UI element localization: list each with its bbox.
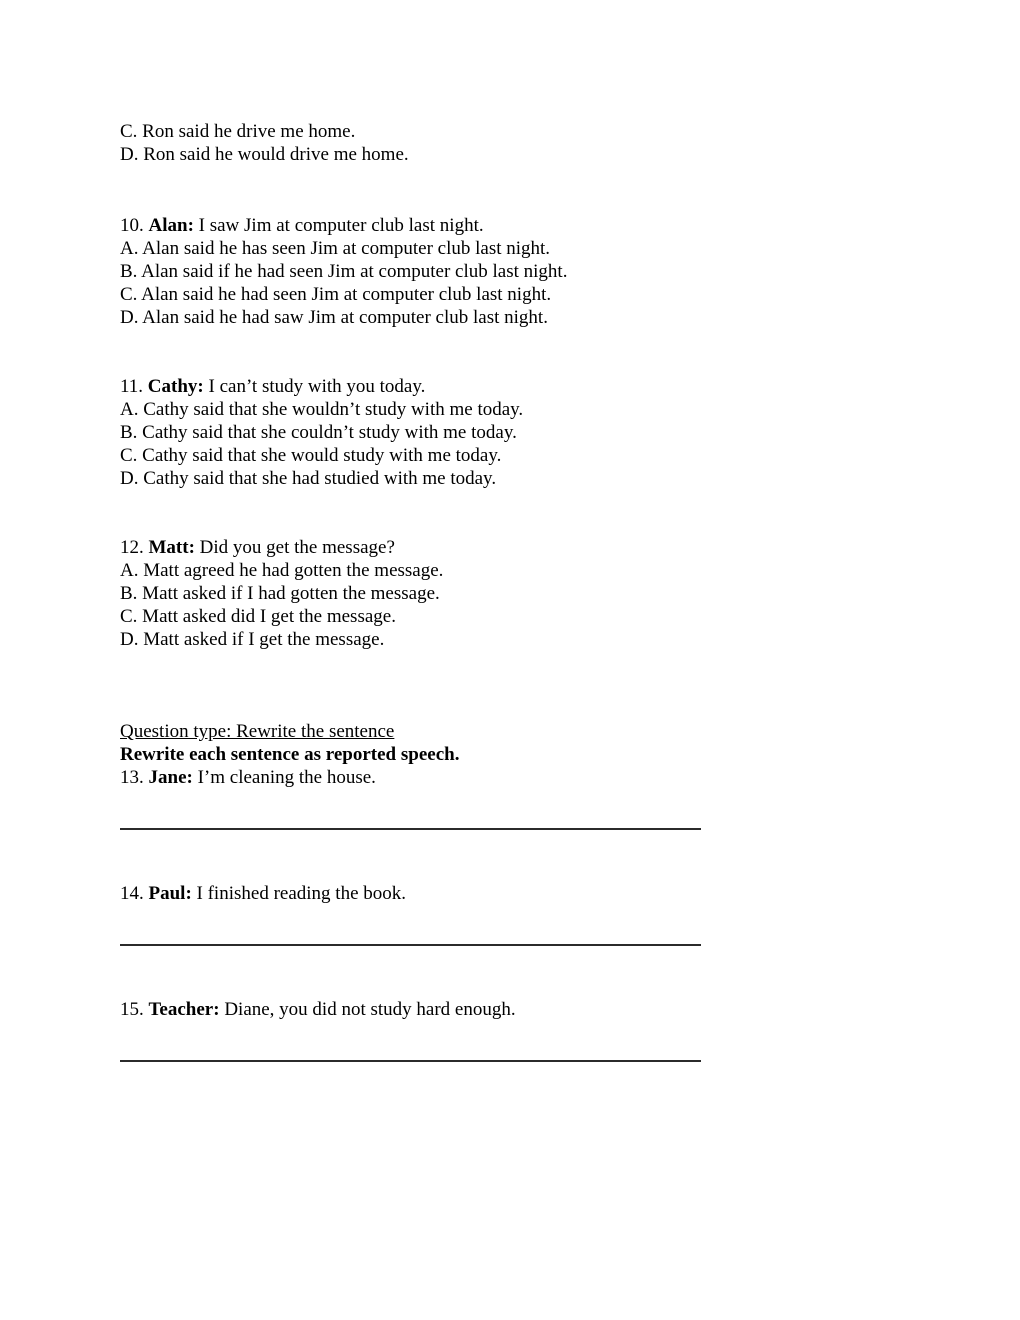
option-d: D. Alan said he had saw Jim at computer club last night. [120,307,548,328]
option-b: B. Matt asked if I had gotten the message. [120,583,440,604]
answer-line [120,944,701,946]
question-13-title [120,766,960,789]
option-d: D. Matt asked if I get the message. [120,629,385,650]
option-c: C. Matt asked did I get the message. [120,606,396,627]
section-instruction: Rewrite each sentence as reported speech. [120,744,460,765]
question-10-title [120,214,960,237]
question-11-title [120,375,960,398]
question-prompt: I finished reading the book. [196,883,407,904]
option-c: C. Cathy said that she would study with me today. [120,445,502,466]
question-9-remaining-options [120,120,960,166]
question-number: 11. [120,376,144,397]
speaker-name: Alan: [148,215,194,236]
question-15-title [120,998,960,1021]
question-prompt: Diane, you did not study hard enough. [224,999,516,1020]
option-a: A. Cathy said that she wouldn’t study with me today. [120,399,524,420]
speaker-name: Cathy: [147,376,204,397]
question-number: 12. [120,537,144,558]
section-heading: Question type: Rewrite the sentence [120,721,395,742]
option-c: C. Alan said he had seen Jim at computer club last night. [120,284,552,305]
question-15 [120,998,960,1062]
question-prompt: I can’t study with you today. [208,376,426,397]
question-number: 13. [120,767,144,788]
speaker-name: Jane: [148,767,193,788]
option-d: D. Cathy said that she had studied with me today. [120,468,497,489]
question-number: 15. [120,999,144,1020]
option-a: A. Alan said he has seen Jim at computer club last night. [120,238,551,259]
speaker-name: Matt: [148,537,195,558]
option-line-c: C. Ron said he drive me home. [120,121,356,142]
speaker-name: Teacher: [148,999,220,1020]
option-a: A. Matt agreed he had gotten the message. [120,560,444,581]
question-prompt: I’m cleaning the house. [197,767,376,788]
question-number: 14. [120,883,144,904]
question-11 [120,375,960,490]
question-14-title [120,882,960,905]
option-b: B. Alan said if he had seen Jim at computer club last night. [120,261,568,282]
question-12-title [120,536,960,559]
question-prompt: Did you get the message? [199,537,395,558]
option-line-d: D. Ron said he would drive me home. [120,144,409,165]
option-b: B. Cathy said that she couldn’t study with me today. [120,422,517,443]
answer-line [120,1060,701,1062]
answer-line [120,828,701,830]
question-13 [120,766,960,830]
question-14 [120,882,960,946]
question-10 [120,214,960,329]
question-12 [120,536,960,651]
question-prompt: I saw Jim at computer club last night. [198,215,484,236]
question-number: 10. [120,215,144,236]
speaker-name: Paul: [148,883,192,904]
